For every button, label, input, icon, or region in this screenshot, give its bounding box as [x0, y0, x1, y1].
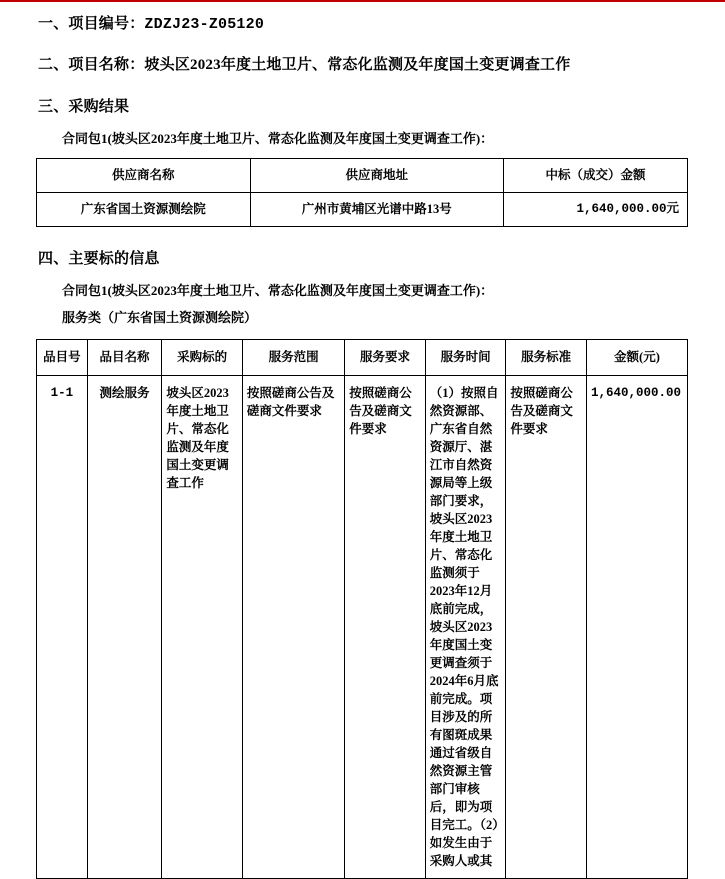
section-main-item-info	[38, 227, 725, 269]
section-label-4: 主要标的信息	[68, 251, 160, 267]
section-procurement-result	[38, 75, 725, 117]
th-supplier-address: 供应商地址	[250, 159, 503, 193]
section-number-2: 二、	[38, 57, 69, 73]
items-package-line: 合同包1(坡头区2023年度土地卫片、常态化监测及年度国土变更调查工作)：	[62, 283, 494, 298]
table-header-row	[37, 159, 688, 193]
th-procurement-target: 采购标的	[162, 340, 243, 376]
section-number-4: 四、	[38, 251, 69, 267]
cell-service-time: （1）按照自然资源部、广东省自然资源厅、湛江市自然资源局等上级部门要求，坡头区2023年度土地卫片、常态化监测须于2023年12月底前完成，坡头区2023年度国土变更调查须于2024年6月底前完成。项目涉及的所有图斑成果通过省级自然资源主管部门审核后，即为项目完工。（2）如发生由于采购人或其	[425, 376, 506, 879]
cell-supplier-name: 广东省国土资源测绘院	[37, 193, 251, 227]
th-service-standard: 服务标准	[506, 340, 587, 376]
cell-award-amount: 1,640,000.00元	[503, 193, 687, 227]
th-service-requirement: 服务要求	[345, 340, 426, 376]
section-number-1: 一、	[38, 16, 69, 32]
th-supplier-name: 供应商名称	[37, 159, 251, 193]
th-item-name: 品目名称	[87, 340, 162, 376]
cell-item-name: 测绘服务	[87, 376, 162, 879]
result-table	[36, 158, 688, 227]
cell-service-scope: 按照磋商公告及磋商文件要求	[242, 376, 344, 879]
table-row	[37, 376, 688, 879]
section-project-name	[38, 35, 725, 75]
items-table	[36, 339, 688, 879]
table-header-row	[37, 340, 688, 376]
th-service-time: 服务时间	[425, 340, 506, 376]
project-name-value: 坡头区2023年度土地卫片、常态化监测及年度国土变更调查工作	[144, 57, 571, 73]
cell-service-standard: 按照磋商公告及磋商文件要求	[506, 376, 587, 879]
cell-item-index: 1-1	[37, 376, 88, 879]
section-project-number	[38, 0, 725, 35]
items-category-line: 服务类（广东省国土资源测绘院）	[62, 310, 258, 325]
section-label-3: 采购结果	[68, 99, 130, 115]
th-item-index: 品目号	[37, 340, 88, 376]
project-number-value: ZDZJ23-Z05120	[144, 16, 265, 33]
th-service-scope: 服务范围	[242, 340, 344, 376]
result-package-line: 合同包1(坡头区2023年度土地卫片、常态化监测及年度国土变更调查工作)：	[62, 131, 494, 146]
section-number-3: 三、	[38, 99, 69, 115]
cell-item-amount: 1,640,000.00	[586, 376, 687, 879]
table-row	[37, 193, 688, 227]
section-label-2: 项目名称：	[68, 57, 145, 73]
th-award-amount: 中标（成交）金额	[503, 159, 687, 193]
th-item-amount: 金额(元)	[586, 340, 687, 376]
top-red-rule	[0, 0, 725, 2]
cell-service-requirement: 按照磋商公告及磋商文件要求	[345, 376, 426, 879]
cell-supplier-address: 广州市黄埔区光谱中路13号	[250, 193, 503, 227]
section-label-1: 项目编号：	[68, 16, 145, 32]
cell-procurement-target: 坡头区2023年度土地卫片、常态化监测及年度国土变更调查工作	[162, 376, 243, 879]
